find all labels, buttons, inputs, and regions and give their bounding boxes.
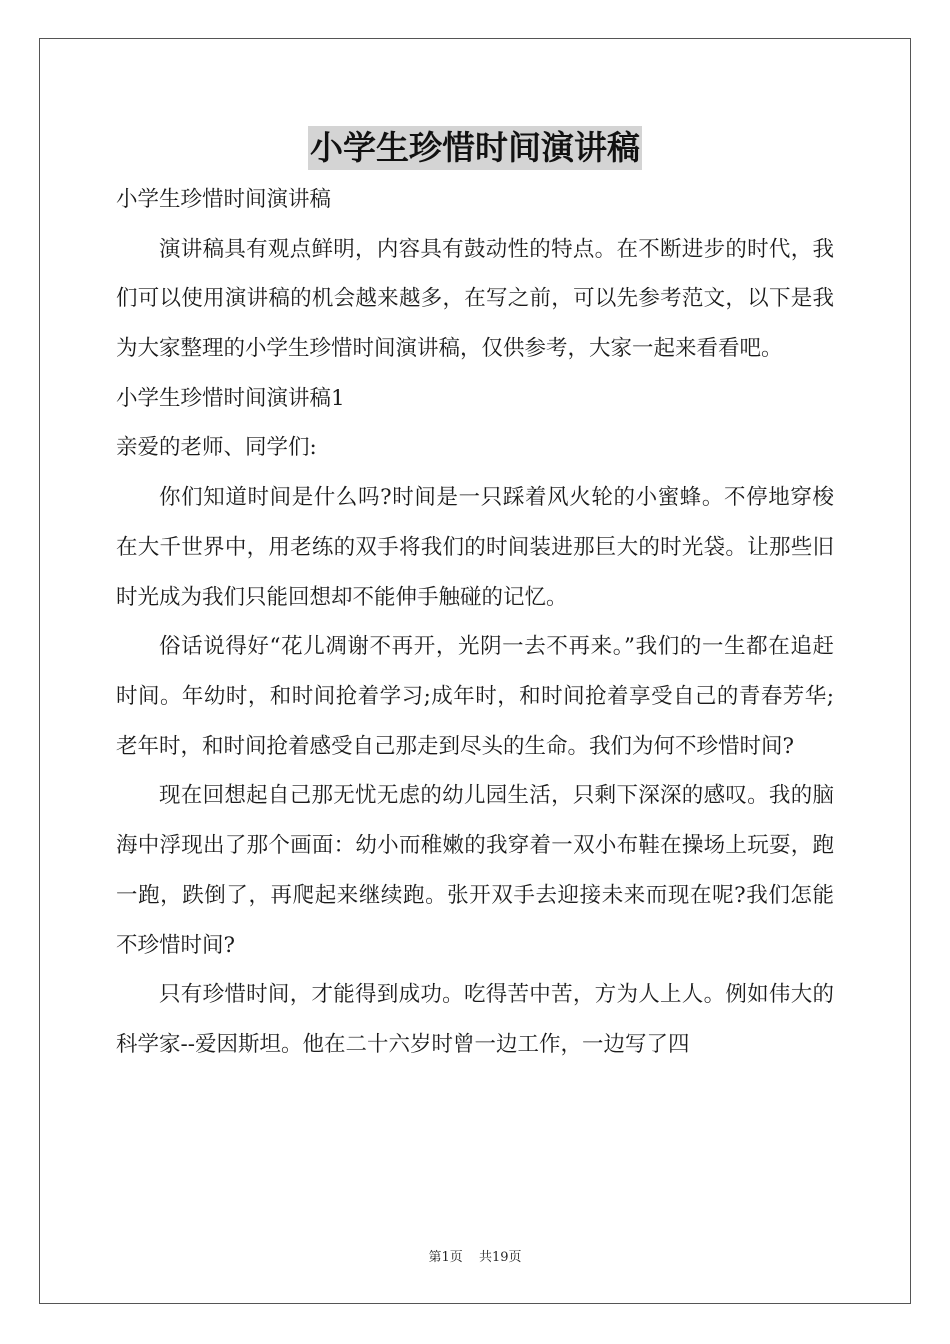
intro-paragraph: 演讲稿具有观点鲜明，内容具有鼓动性的特点。在不断进步的时代，我们可以使用演讲稿的机会越来越多，在写之前，可以先参考范文，以下是我为大家整理的小学生珍惜时间演讲稿，仅供参考，大家一起来看看吧。 <box>116 236 834 362</box>
page-total: 共19页 <box>478 1250 522 1265</box>
page-number: 第1页 <box>428 1250 463 1265</box>
document-body <box>116 175 834 1070</box>
body-paragraph: 你们知道时间是什么吗?时间是一只踩着风火轮的小蜜蜂。不停地穿梭在大千世界中，用老练的双手将我们的时间装进那巨大的时光袋。让那些旧时光成为我们只能回想却不能伸手触碰的记忆。 <box>116 485 834 610</box>
document-title: 小学生珍惜时间演讲稿 <box>308 126 642 170</box>
page-footer <box>0 1246 950 1265</box>
body-paragraph: 只有珍惜时间，才能得到成功。吃得苦中苦，方为人上人。例如伟大的科学家--爱因斯坦。他在二十六岁时曾一边工作，一边写了四 <box>116 982 834 1057</box>
body-paragraph: 俗话说得好“花儿凋谢不再开，光阴一去不再来。”我们的一生都在追赶时间。年幼时，和时间抢着学习;成年时，和时间抢着享受自己的青春芳华;老年时，和时间抢着感受自己那走到尽头的生命。我们为何不珍惜时间? <box>116 634 834 759</box>
subtitle: 小学生珍惜时间演讲稿 <box>116 187 332 212</box>
greeting: 亲爱的老师、同学们: <box>116 435 317 461</box>
section-heading: 小学生珍惜时间演讲稿1 <box>116 385 345 411</box>
body-paragraph: 现在回想起自己那无忧无虑的幼儿园生活，只剩下深深的感叹。我的脑海中浮现出了那个画面：幼小而稚嫩的我穿着一双小布鞋在操场上玩耍，跑一跑，跌倒了，再爬起来继续跑。张开双手去迎接未来而现在呢?我们怎能不珍惜时间? <box>116 783 834 958</box>
title-container <box>0 126 950 170</box>
